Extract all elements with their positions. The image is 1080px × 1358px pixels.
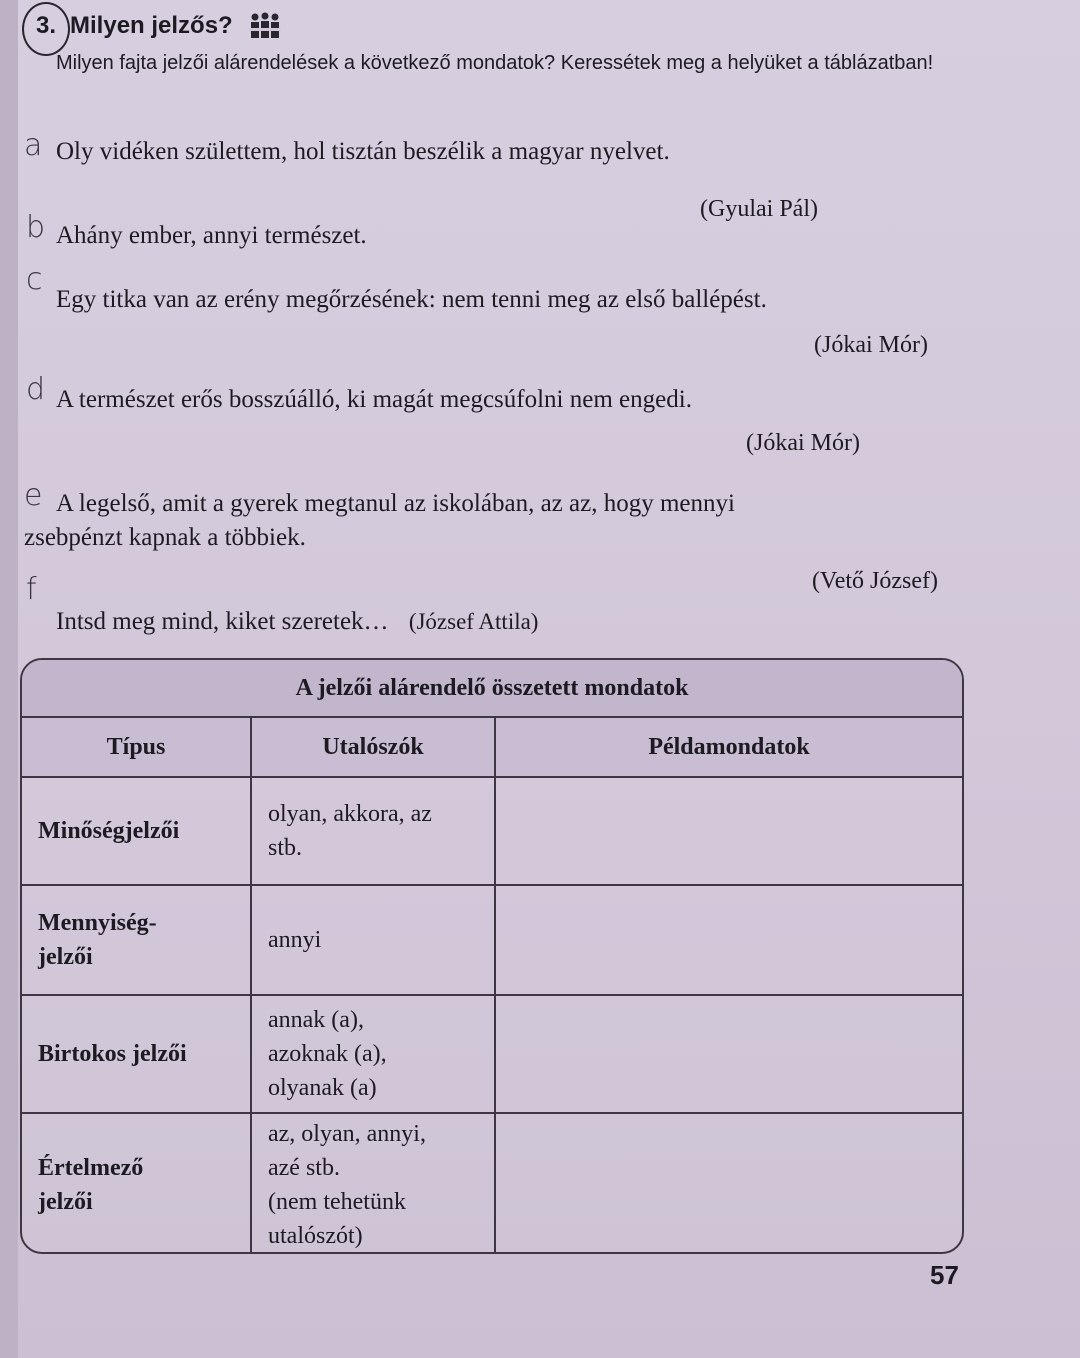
cues-line: (nem tehetünk	[268, 1189, 406, 1215]
cues-cell	[252, 996, 496, 1112]
source-f: (József Attila)	[408, 609, 539, 634]
header-type: Típus	[22, 718, 252, 776]
type-label: Birtokos jelzői	[38, 1041, 187, 1067]
type-label: Minőségjelzői	[38, 818, 180, 844]
sentence-letter-b: b	[26, 210, 46, 245]
sentence-letter-c: c	[26, 262, 43, 297]
type-label: jelzői	[38, 944, 93, 970]
header-cues: Utalószók	[252, 718, 496, 776]
exercise-number: 3.	[28, 10, 64, 42]
source-c: (Jókai Mór)	[814, 332, 928, 358]
sentence-e-line1: A legelső, amit a gyerek megtanul az iskolában, az az, hogy mennyi	[56, 490, 735, 517]
sentence-f-text: Intsd meg mind, kiket szeretek…	[56, 608, 389, 635]
table-row	[22, 996, 962, 1114]
sentence-f	[56, 604, 538, 640]
example-cell[interactable]	[496, 996, 962, 1112]
exercise-instruction: Milyen fajta jelzői alárendelések a következő mondatok? Keressétek meg a helyüket a táblázatban!	[56, 52, 934, 74]
source-a: (Gyulai Pál)	[700, 196, 818, 222]
cues-line: az, olyan, annyi,	[268, 1121, 426, 1147]
example-cell[interactable]	[496, 886, 962, 994]
table-row	[22, 778, 962, 886]
cues-cell	[252, 886, 496, 994]
cues-line: azoknak (a),	[268, 1041, 387, 1067]
exercise-header	[28, 10, 283, 42]
sentence-letter-f: f	[26, 572, 37, 607]
cues-cell	[252, 1114, 496, 1254]
sentence-b: Ahány ember, annyi természet.	[56, 222, 367, 249]
example-cell[interactable]	[496, 1114, 962, 1254]
type-cell	[22, 886, 252, 994]
type-cell	[22, 1114, 252, 1254]
sentence-letter-d: d	[26, 372, 46, 407]
type-cell	[22, 996, 252, 1112]
textbook-page	[18, 0, 1080, 1358]
group-work-icon	[247, 12, 283, 40]
cues-line: annyi	[268, 927, 322, 953]
type-label: jelzői	[38, 1189, 93, 1215]
table-header-row	[22, 718, 962, 778]
attributive-clauses-table	[20, 658, 964, 1254]
header-examples: Példamondatok	[648, 733, 810, 760]
example-cell[interactable]	[496, 778, 962, 884]
table-row	[22, 1114, 962, 1254]
cues-line: olyan, akkora, az	[268, 801, 432, 827]
table-caption: A jelzői alárendelő összetett mondatok	[22, 660, 962, 718]
page-number: 57	[930, 1260, 959, 1290]
sentence-letter-a: a	[24, 128, 43, 163]
sentence-letter-e: e	[24, 478, 43, 513]
cues-line: utalószót)	[268, 1223, 363, 1249]
source-d: (Jókai Mór)	[746, 430, 860, 456]
sentence-e-line2: zsebpénzt kapnak a többiek.	[24, 524, 306, 551]
cues-line: stb.	[268, 835, 303, 861]
type-label: Értelmező	[38, 1155, 144, 1181]
cues-line: olyanak (a)	[268, 1075, 377, 1101]
page-edge	[0, 0, 18, 1358]
type-label: Mennyiség-	[38, 910, 157, 936]
source-e: (Vető József)	[812, 568, 938, 594]
table-row	[22, 886, 962, 996]
type-cell	[22, 778, 252, 884]
cues-line: azé stb.	[268, 1155, 340, 1181]
sentence-d: A természet erős bosszúálló, ki magát megcsúfolni nem engedi.	[56, 386, 692, 413]
cues-line: annak (a),	[268, 1007, 364, 1033]
sentence-c: Egy titka van az erény megőrzésének: nem tenni meg az első ballépést.	[56, 286, 767, 313]
exercise-title: Milyen jelzős?	[70, 12, 233, 39]
cues-cell	[252, 778, 496, 884]
sentence-a: Oly vidéken születtem, hol tisztán beszélik a magyar nyelvet.	[56, 138, 670, 165]
